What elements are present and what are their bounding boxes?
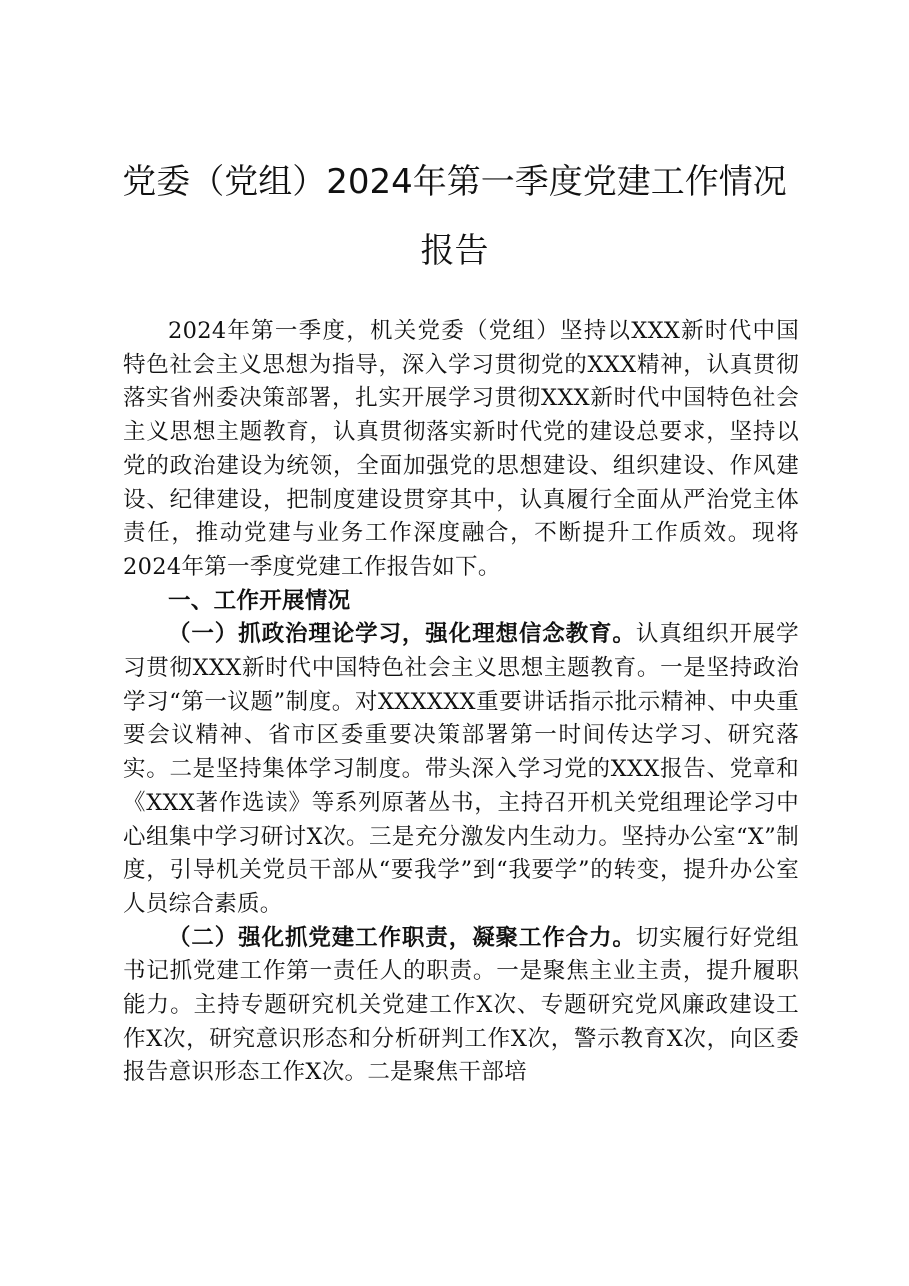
item-1-text: 认真组织开展学习贯彻XXX新时代中国特色社会主义思想主题教育。一是坚持政治学习“第一议题”制度。对XXXXXX重要讲话指示批示精神、中央重要会议精神、省市区委重要决策部署第一时间传达学习、研究落实。二是坚持集体学习制度。带头深入学习党的XXX报告、党章和《XXX著作选读》等系列原著丛书，主持召开机关党组理论学习中心组集中学习研讨X次。三是充分激发内生动力。坚持办公室“X”制度，引导机关党员干部从“要我学”到“我要学”的转变，提升办公室人员综合素质。 (123, 621, 799, 917)
intro-paragraph: 2024年第一季度，机关党委（党组）坚持以XXX新时代中国特色社会主义思想为指导，深入学习贯彻党的XXX精神，认真贯彻落实省州委决策部署，扎实开展学习贯彻XXX新时代中国特色社会主义思想主题教育，认真贯彻落实新时代党的建设总要求，坚持以党的政治建设为统领，全面加强党的思想建设、组织建设、作风建设、纪律建设，把制度建设贯穿其中，认真履行全面从严治党主体责任，推动党建与业务工作深度融合，不断提升工作质效。现将2024年第一季度党建工作报告如下。 (123, 318, 799, 580)
item-2-paragraph (123, 922, 799, 1091)
item-2-text: 切实履行好党组书记抓党建工作第一责任人的职责。一是聚焦主业主责，提升履职能力。主持专题研究机关党建工作X次、专题研究党风廉政建设工作X次，研究意识形态和分析研判工作X次，警示教育X次，向区委报告意识形态工作X次。二是聚焦干部培 (123, 924, 799, 1086)
document-title-line-2: 报告 (420, 231, 489, 271)
item-1-paragraph (123, 618, 799, 921)
item-1-lead: （一）抓政治理论学习，强化理想信念教育。 (168, 621, 636, 648)
item-2-lead: （二）强化抓党建工作职责，凝聚工作合力。 (168, 924, 636, 951)
document-body (123, 315, 799, 1090)
document-title-line-1: 党委（党组）2024年第一季度党建工作情况 (122, 162, 787, 202)
section-heading: 一、工作开展情况 (168, 587, 351, 614)
